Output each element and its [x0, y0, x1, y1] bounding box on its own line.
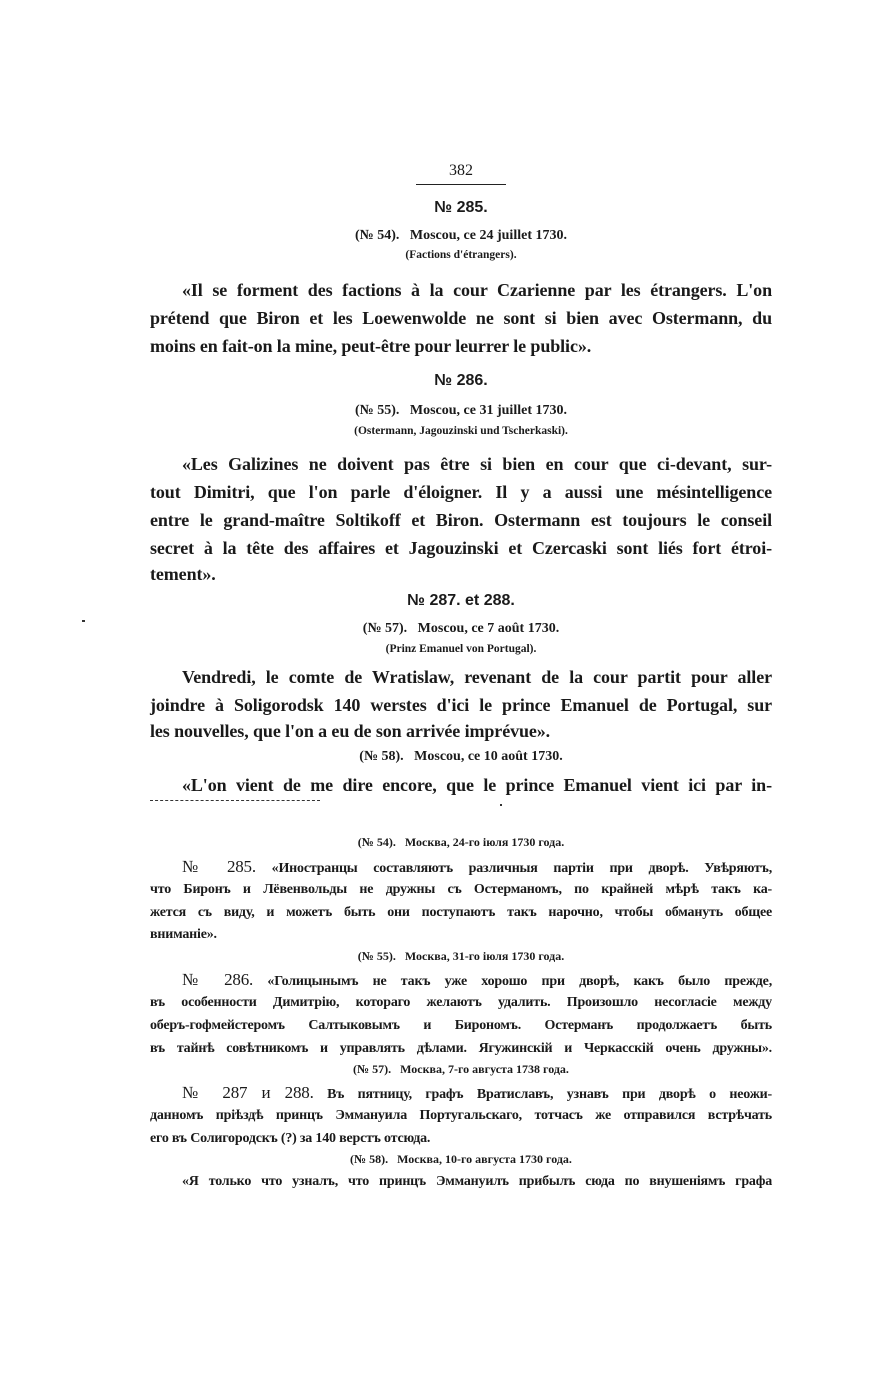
page-number-rule	[416, 184, 506, 185]
footnote-text: «Иностранцы составляютъ различныя партіи при дворѣ. Увѣряютъ,	[271, 861, 772, 876]
entry-date: (№ 54). Moscou, ce 24 juillet 1730.	[355, 228, 567, 243]
footnote-line: вниманіе».	[150, 927, 217, 942]
footnote-line	[150, 1083, 772, 1103]
entry-subtitle: (Ostermann, Jagouzinski und Tscherkaski).	[354, 425, 568, 437]
footnote-line: что Биронъ и Лёвенвольды не дружны съ Остерманомъ, по крайней мѣрѣ такъ ка-	[150, 882, 772, 897]
footnote-date: (№ 55). Москва, 31-го іюля 1730 года.	[357, 949, 565, 963]
footnote-line: оберъ-гофмейстеромъ Салтыковымъ и Бирономъ. Остерманъ продолжаетъ быть	[150, 1018, 772, 1033]
footnote-date: (№ 54). Москва, 24-го іюля 1730 года.	[357, 835, 565, 849]
footnote-number: № 287 и 288.	[182, 1083, 314, 1102]
entry-date: (№ 58). Moscou, ce 10 août 1730.	[359, 749, 563, 764]
footnote-line: въ особенности Димитрію, котораго желаютъ удалить. Произошло несогласіе между	[150, 995, 772, 1010]
entry-subtitle: (Prinz Emanuel von Portugal).	[385, 643, 537, 655]
footnote-line: жется съ виду, и можетъ быть они поступаютъ такъ нарочно, чтобы обмануть общее	[150, 905, 772, 920]
text-line: prétend que Biron et les Loewenwolde ne sont si bien avec Ostermann, du	[150, 308, 772, 328]
text-line: «Les Galizines ne doivent pas être si bien en cour que ci-devant, sur-	[182, 454, 772, 474]
footnote-line: его въ Солигородскъ (?) за 140 верстъ отсюда.	[150, 1131, 431, 1146]
footnote-number: № 286.	[182, 970, 254, 989]
footnote-date: (№ 57). Москва, 7-го августа 1738 года.	[353, 1062, 569, 1076]
text-line: «Il se forment des factions à la cour Czarienne par les étrangers. L'on	[182, 280, 772, 300]
entry-heading: № 287. et 288.	[407, 592, 515, 609]
footnote-text: «Голицынымъ не такъ уже хорошо при дворѣ, какъ было прежде,	[267, 974, 772, 989]
footnote-line: данномъ пріѣздѣ принцъ Эммануила Португальскаго, тотчасъ же отправился встрѣчать	[150, 1108, 772, 1123]
entry-subtitle: (Factions d'étrangers).	[405, 249, 517, 261]
footnote-rule	[150, 800, 320, 801]
entry-date: (№ 55). Moscou, ce 31 juillet 1730.	[355, 403, 567, 418]
text-line: les nouvelles, que l'on a eu de son arrivée imprévue».	[150, 721, 551, 741]
entry-date: (№ 57). Moscou, ce 7 août 1730.	[362, 621, 560, 636]
footnote-line	[150, 970, 772, 990]
page-number: 382	[449, 162, 473, 179]
text-line: tout Dimitri, que l'on parle d'éloigner. Il y a aussi une mésintelligence	[150, 482, 772, 502]
text-line: tement».	[150, 564, 216, 584]
text-line: secret à la tête des affaires et Jagouzinski et Czercaski sont liés fort étroi-	[150, 538, 772, 558]
footnote-line: въ тайнѣ совѣтникомъ и управлять дѣлами. Ягужинскій и Черкасскій очень дружны».	[150, 1041, 772, 1056]
stray-mark	[82, 620, 85, 622]
text-line: joindre à Soligorodsk 140 werstes d'ici le prince Emanuel de Portugal, sur	[150, 695, 772, 715]
entry-heading: № 285.	[434, 199, 488, 216]
text-line: entre le grand-maître Soltikoff et Biron. Ostermann est toujours le conseil	[150, 510, 772, 530]
footnote-text: Въ пятницу, графъ Вратиславъ, узнавъ при дворѣ о неожи-	[327, 1087, 772, 1102]
footnote-line: «Я только что узналъ, что принцъ Эммануилъ прибылъ сюда по внушеніямъ графа	[182, 1174, 772, 1189]
footnote-number: № 285.	[182, 857, 256, 876]
text-line: Vendredi, le comte de Wratislaw, revenant de la cour partit pour aller	[182, 667, 772, 687]
text-line: «L'on vient de me dire encore, que le prince Emanuel vient ici par in-	[182, 775, 772, 795]
entry-heading: № 286.	[434, 372, 488, 389]
text-line: moins en fait-on la mine, peut-être pour leurrer le public».	[150, 336, 592, 356]
stray-mark	[500, 804, 502, 806]
footnote-line	[150, 857, 772, 877]
footnote-date: (№ 58). Москва, 10-го августа 1730 года.	[350, 1152, 572, 1166]
